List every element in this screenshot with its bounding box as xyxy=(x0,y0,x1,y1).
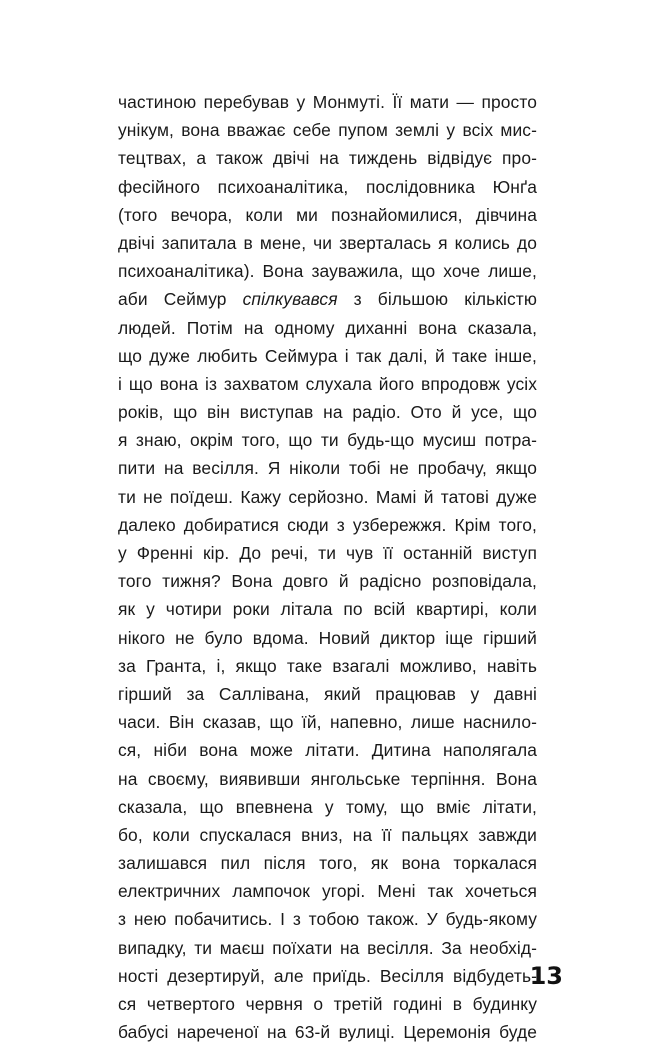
text-line: пити на весілля. Я ніколи тобі не пробачу, якщо xyxy=(118,458,537,479)
text-line: бо, коли спускалася вниз, на її пальцях завжди xyxy=(118,824,537,845)
text-line: ся, ніби вона може літати. Дитина наполягала xyxy=(118,740,537,761)
text-line: за Гранта, і, якщо таке взагалі можливо, навіть xyxy=(118,655,537,676)
text-line: у Френні кір. До речі, ти чув її останній виступ xyxy=(118,543,537,563)
text-line: ся четвертого червня о третій годині в будинку xyxy=(118,994,537,1014)
text-line: з нею побачитись. І з тобою також. У будь-якому xyxy=(118,909,537,930)
text-line: людей. Потім на одному диханні вона сказала, xyxy=(118,317,537,338)
text-line: того тижня? Вона довго й радісно розповідала, xyxy=(118,571,537,592)
text-line: сказала, що впевнена у тому, що вміє літати, xyxy=(118,796,537,817)
text-line: нікого не було вдома. Новий диктор іще гірший xyxy=(118,627,537,648)
text-line: років, що він виступав на радіо. Ото й усе, що xyxy=(118,402,537,423)
text-line: часи. Він сказав, що їй, напевно, лише наснило- xyxy=(118,712,537,733)
text-line: частиною перебував у Монмуті. Її мати — просто xyxy=(118,92,537,112)
page-number: 13 xyxy=(529,962,563,990)
text-line: я знаю, окрім того, що ти будь-що мусиш потра- xyxy=(118,430,537,451)
text-line: ти не поїдеш. Кажу серйозно. Мамі й татові дуже xyxy=(118,486,537,507)
text-line: психоаналітика). Вона зауважила, що хоче лише, xyxy=(118,261,537,282)
text-line: бабусі нареченої на 63-й вулиці. Церемонія буде xyxy=(118,1022,537,1043)
text-line: тецтвах, а також двічі на тиждень відвідує про- xyxy=(118,148,537,169)
text-line: на своєму, виявивши янгольське терпіння. Вона xyxy=(118,768,537,789)
text-line: ності дезертируй, але приїдь. Весілля відбудеть- xyxy=(118,965,537,986)
text-line: електричних лампочок угорі. Мені так хочеться xyxy=(118,881,537,902)
text-line: фесійного психоаналітика, послідовника Юнґа xyxy=(118,176,537,197)
text-line: як у чотири роки літала по всій квартирі, коли xyxy=(118,599,537,620)
text-line: випадку, ти маєш поїхати на весілля. За необхід- xyxy=(118,937,537,958)
text-line: і що вона із захватом слухала його впродовж усіх xyxy=(118,373,537,394)
text-line: двічі запитала в мене, чи зверталась я колись до xyxy=(118,232,537,253)
text-line: унікум, вона вважає себе пупом землі у всіх мис- xyxy=(118,120,537,141)
text-line: що дуже любить Сеймура і так далі, й таке інше, xyxy=(118,345,537,366)
text-line: аби Сеймур спілкувався з більшою кількістю xyxy=(118,289,537,310)
body-text xyxy=(118,88,537,1046)
text-line: далеко добиратися сюди з узбережжя. Крім того, xyxy=(118,514,537,535)
text-line: гірший за Саллівана, який працював у давні xyxy=(118,683,537,704)
text-line: (того вечора, коли ми познайомилися, дівчина xyxy=(118,204,537,225)
text-line: залишався пил після того, як вона торкалася xyxy=(118,853,537,874)
